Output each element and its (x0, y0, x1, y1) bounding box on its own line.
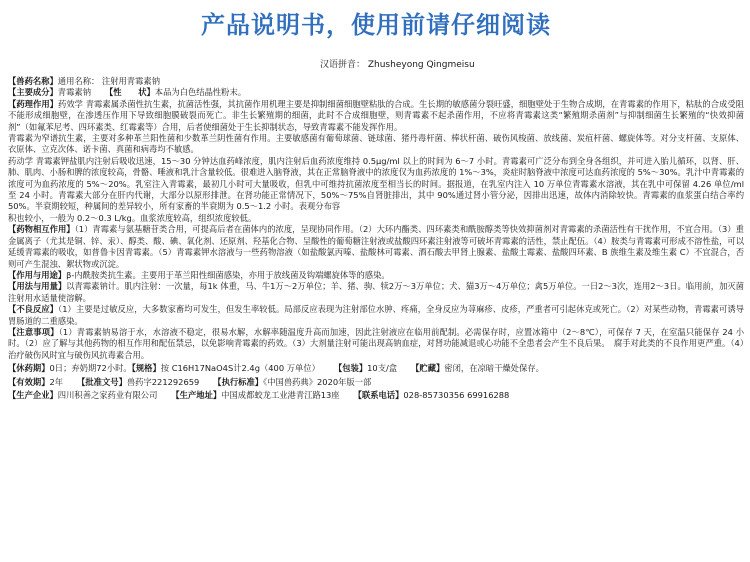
interaction-label: 【药物相互作用】 (8, 224, 75, 235)
interaction-row (8, 224, 744, 270)
pharmacology-kinetics: 药动学 青霉素钾盐肌内注射后吸收迅速，15～30 分钟达血药峰浓度，肌内注射后血药浓度维持 0.5μg/ml 以上的时间为 6～7 小时。青霉素可广泛分布到全身各组织，并可进入胎儿循环，以肾、肝、肺、肌肉、小肠和脾的浓度较高，骨骼、唾液和乳汁含量较低。很难进入脑脊液，其在正常脑脊液中的浓度仅为血药浓度的 1%～3%，炎症时脑脊液中浓度可达血药浓度的 5%～30%。乳汁中青霉素的浓度可为血药浓度的 5%～20%。乳室注入青霉素，最初几小时可大量吸收，但乳中可维持抗菌浓度至相当长的时间。据报道，在乳室内注入 10 万单位青霉素水溶液，其在乳中可保留 4.26 单位/ml 至 24 小时。青霉素大部分在肝内代谢，大部分以原形排泄。在肾功能正常情况下，50%～75%自肾脏排出，其中 90%通过肾小管分泌，因排出迅速，故体内消除较快。青霉素的血浆蛋白结合率约 50%。半衰期较短，种属间的差异较小，所有家畜的半衰期为 0.5～1.2 小时。表观分布容 (8, 155, 744, 212)
precautions-row (8, 327, 744, 361)
company-label: 【生产企业】 (8, 389, 58, 400)
adverse-row (8, 304, 744, 327)
validity-row (8, 377, 744, 388)
address-label: 【生产地址】 (171, 389, 222, 400)
manufacturer-row (8, 390, 744, 401)
adverse-text: （1）主要是过敏反应，大多数家畜均可发生，但发生率较低。局部反应表现为注射部位水肿、疼痛，全身反应为荨麻疹、皮疹，严重者可引起休克或死亡。（2）对某些动物，青霉素可诱导胃肠道的二重感染。 (8, 304, 744, 326)
pharmacology-volume: 积也较小，一般为 0.2～0.3 L/kg。血浆浓度较高，组织浓度较低。 (8, 212, 257, 223)
approval-label: 【批准文号】 (77, 376, 127, 387)
indications-label: 【作用与用途】 (8, 269, 67, 280)
pinyin-line: 汉语拼音： Zhusheyong Qingmeisu (320, 60, 475, 70)
name-row (8, 76, 744, 87)
name-label: 【兽药名称】 (8, 76, 58, 86)
ingredients-text: 青霉素钠 (57, 87, 91, 98)
dosage-text: 以青霉素钠计。肌内注射：一次量，每1k 体重，马、牛1万～2万单位；羊、猪、驹、犊2万～3万单位；犬、猫3万～4万单位；禽5万单位。一日2～3次，连用2～3日。临用前，加灭菌注射用水适量使溶解。 (8, 281, 744, 303)
package-label: 【包装】 (333, 363, 368, 374)
spec-text: 按 C16H17NaO4S计2.4g（400 万单位） (160, 363, 320, 374)
validity-label: 【有效期】 (8, 376, 50, 387)
ingredients-label: 【主要成分】 (8, 87, 58, 98)
leaflet-page (0, 10, 750, 562)
pharmacology-paragraph: 药效学 青霉素属杀菌性抗生素，抗菌活性强，其抗菌作用机理主要是抑制细菌细胞壁粘肽的合成。生长期的敏感菌分裂旺盛，细胞壁处于生物合成期，在青霉素的作用下，粘肽的合成受阻不能形成细胞壁，在渗透压作用下导致细胞膜破裂而死亡。非生长繁殖期的细菌，此时不合成细胞壁，则青霉素不起杀菌作用，不应将青霉素这类“繁殖期杀菌剂”与抑制细菌生长繁殖的“快效抑菌剂”（如氟苯尼考、四环素类、红霉素等）合用，后者使细菌处于生长抑制状态，导致青霉素不能发挥作用。 (8, 98, 744, 132)
leaflet-content (8, 76, 744, 401)
standard-label: 【执行标准】 (213, 376, 264, 387)
page-title: 产品说明书，使用前请仔细阅读 (201, 11, 551, 39)
validity-text: 2年 (49, 376, 64, 387)
phone-text: 028-85730356 69916288 (403, 389, 510, 400)
precautions-label: 【注意事项】 (8, 326, 59, 337)
ingredients-row (8, 87, 744, 98)
adverse-label: 【不良反应】 (8, 304, 59, 315)
name-text: 通用名称： 注射用青霉素钠 (57, 76, 160, 86)
spec-label: 【规格】 (131, 363, 161, 374)
storage-text: 密闭，在凉暗干燥处保存。 (444, 363, 544, 374)
dosage-label: 【用法与用量】 (8, 281, 67, 292)
indications-row (8, 270, 744, 281)
standard-text: 《中国兽药典》2020年版一部 (263, 376, 372, 387)
traits-label: 【性 状】 (105, 87, 155, 98)
pharmacology-row (8, 99, 744, 133)
precautions-text: （1）青霉素钠易溶于水，水溶液不稳定，很易水解，水解率随温度升高而加速，因此注射液应在临用前配制。必需保存时，应置冰箱中（2～8℃），可保存 7 天，在室温只能保存 24 小时。（2）应了解与其他药物的相互作用和配伍禁忌，以免影响青霉素的药效。（3）大剂量注射可能出现高钠血症，对肾功能减退或心功能不全患者会产生不良后果。 腐手对此类的不良作用更严重。（4）治疗破伤风时宜与破伤风抗毒素合用。 (8, 326, 744, 360)
indications-text: β-内酰胺类抗生素。主要用于革兰阳性细菌感染，亦用于放线菌及钩端螺旋体等的感染。 (66, 269, 390, 280)
address-text: 中国成都蛟龙工业港青江路13座 (221, 389, 340, 400)
traits-text: 本品为白色结晶性粉末。 (154, 87, 247, 98)
company-text: 四川积善之家药业有限公司 (57, 389, 158, 400)
withdrawal-text: 0日；弃奶期72小时。 (49, 363, 132, 374)
storage-label: 【贮藏】 (411, 363, 445, 374)
pharmacology-label: 【药理作用】 (8, 98, 59, 109)
specs-row (8, 363, 744, 374)
approval-text: 兽药字221292659 (126, 376, 200, 387)
pharmacology-spectrum: 青霉素为窄谱抗生素，主要对多种革兰阳性菌和少数革兰阴性菌有作用。主要敏感菌有葡萄球菌、链球菌、猪丹毒杆菌、棒状杆菌、破伤风梭菌、放线菌、炭疽杆菌、螺旋体等。对分支杆菌、支原体、衣原体、立克次体、诺卡菌、真菌和病毒均不敏感。 (8, 133, 744, 155)
phone-label: 【联系电话】 (353, 389, 404, 400)
package-text: 10支/盒 (367, 363, 398, 374)
interaction-text: （1）青霉素与氨基糖苷类合用，可提高后者在菌体内的浓度，呈现协同作用。（2）大环内酯类、四环素类和酰胺醇类等快效抑菌剂对青霉素的杀菌活性有干扰作用，不宜合用。（3）重金属离子（尤其是铜、锌、汞）、醇类、酸、碘、氧化剂、还原剂、羟基化合物、呈酸性的葡萄糖注射液或盐酸四环素注射液等可破坏青霉素的活性，禁止配伍。（4）胺类与青霉素可形成不溶性盐，可以延缓青霉素的吸收，如普鲁卡因青霉素。（5）青霉素钾水溶液与一些药物溶液（如盐酸氯丙嗪、盐酸林可霉素、酒石酸去甲肾上腺素、盐酸土霉素、盐酸四环素、B 族维生素及维生素 C）不宜混合，否则可产生混浊、絮状物或沉淀。 (8, 224, 744, 269)
dosage-row (8, 281, 744, 304)
withdrawal-label: 【休药期】 (8, 363, 50, 374)
